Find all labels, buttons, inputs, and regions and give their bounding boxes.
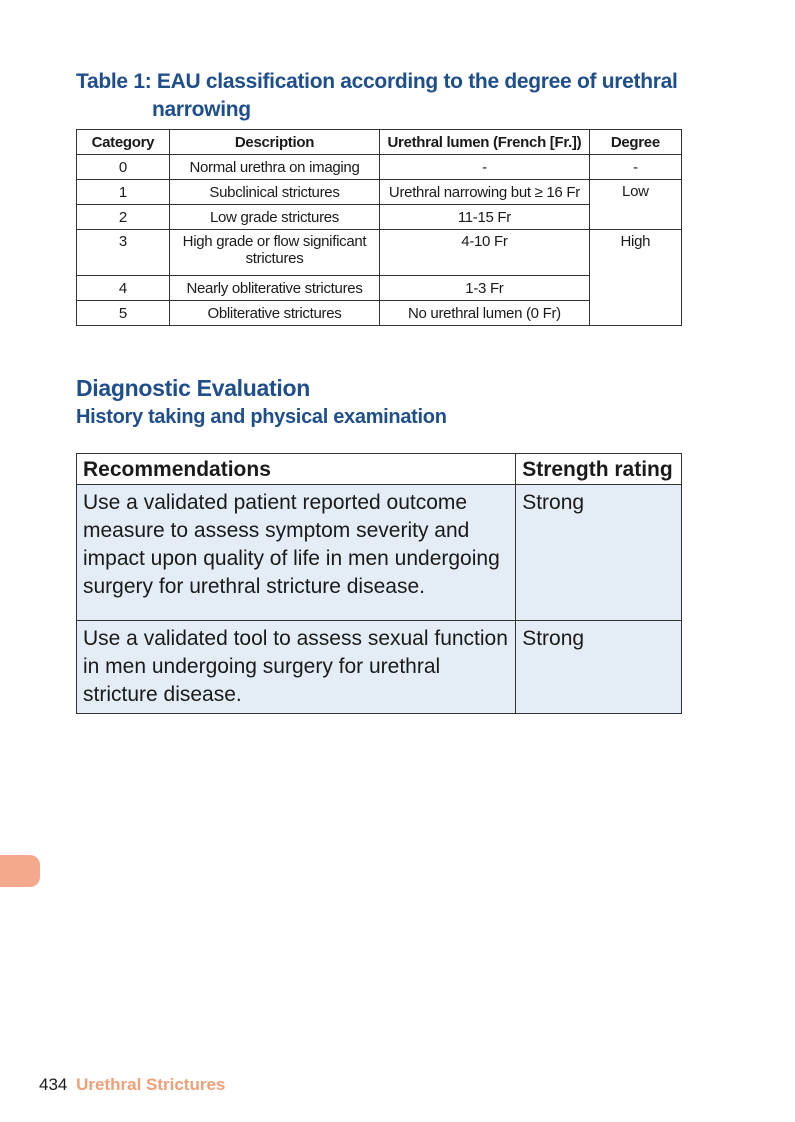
cell-lumen: 4-10 Fr: [380, 230, 590, 276]
table-row: [77, 180, 682, 205]
table-row: [77, 621, 682, 714]
footer-section-title: Urethral Strictures: [76, 1075, 226, 1094]
cell-lumen: -: [380, 155, 590, 180]
cell-degree: High: [589, 230, 681, 326]
cell-category: 4: [77, 276, 170, 301]
cell-category: 2: [77, 205, 170, 230]
cell-lumen: 11-15 Fr: [380, 205, 590, 230]
cell-description: Nearly obliterative strictures: [169, 276, 379, 301]
cell-lumen: Urethral narrowing but ≥ 16 Fr: [380, 180, 590, 205]
cell-description: Low grade strictures: [169, 205, 379, 230]
table-header-row: [77, 454, 682, 485]
cell-lumen: No urethral lumen (0 Fr): [380, 301, 590, 326]
cell-description: Normal urethra on imaging: [169, 155, 379, 180]
cell-strength-rating: Strong: [516, 621, 682, 714]
cell-description: High grade or flow significant strictures: [169, 230, 379, 276]
cell-description: Subclinical strictures: [169, 180, 379, 205]
table-row: [77, 230, 682, 276]
col-header-lumen: Urethral lumen (French [Fr.]): [380, 130, 590, 155]
recommendations-table: [76, 453, 682, 714]
page-number: 434: [39, 1075, 68, 1094]
page-footer: [39, 1075, 225, 1095]
cell-degree: -: [589, 155, 681, 180]
cell-recommendation: Use a validated patient reported outcome measure to assess symptom severity and impact upon quality of life in men undergoing surgery for urethral stricture disease.: [77, 485, 516, 621]
cell-recommendation: Use a validated tool to assess sexual function in men undergoing surgery for urethral stricture disease.: [77, 621, 516, 714]
cell-category: 5: [77, 301, 170, 326]
cell-description: Obliterative strictures: [169, 301, 379, 326]
col-header-category: Category: [77, 130, 170, 155]
cell-category: 0: [77, 155, 170, 180]
cell-degree: Low: [589, 180, 681, 230]
col-header-strength: Strength rating: [516, 454, 682, 485]
cell-category: 1: [77, 180, 170, 205]
classification-table: [76, 129, 682, 326]
table1-title: [76, 68, 696, 124]
col-header-recommendations: Recommendations: [77, 454, 516, 485]
section-heading: Diagnostic Evaluation: [76, 375, 310, 401]
section-subheading: History taking and physical examination: [76, 406, 447, 428]
table-header-row: [77, 130, 682, 155]
cell-category: 3: [77, 230, 170, 276]
col-header-description: Description: [169, 130, 379, 155]
table-row: [77, 155, 682, 180]
table-row: [77, 485, 682, 621]
chapter-tab-marker: [0, 855, 40, 887]
cell-strength-rating: Strong: [516, 485, 682, 621]
table1-title-line2: narrowing: [152, 98, 251, 121]
table1-title-line1: Table 1: EAU classification according to the degree of urethral: [76, 70, 678, 93]
cell-lumen: 1-3 Fr: [380, 276, 590, 301]
col-header-degree: Degree: [589, 130, 681, 155]
